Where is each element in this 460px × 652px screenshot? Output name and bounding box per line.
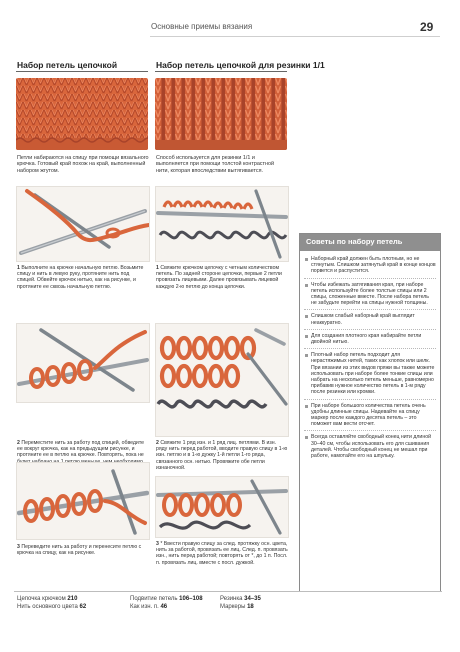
right-step-2-text: Свяжите 1 ряд изн. и 1 ряд лиц. петлями. В изн. ряду нить перед работой, вводите правую спицу в 1-ю изн. петлю и в 1-ю дужку 1-й петли 1-го ряда, связанного осн. нитью. Провяжите обе петли изнаночной.	[156, 440, 288, 471]
footer-ref	[130, 603, 220, 611]
footer-ref-page: 106–108	[179, 596, 203, 602]
left-step-3-text: Переведите нить за работу и перенесите петлю с крючка на спицу, как на рисунке.	[17, 544, 142, 557]
right-intro-text: Способ используется для резинки 1/1 и выполняется при помощи толстой контрастной нити, которая впоследствии вытягивается.	[156, 155, 274, 174]
footer-ref	[220, 603, 300, 611]
footer-col-3	[220, 595, 300, 611]
left-step-2-number: 2	[17, 440, 20, 446]
footer-ref	[17, 595, 127, 603]
left-section-title: Набор петель цепочкой	[17, 60, 118, 70]
tip-item: Для создания плотного края набирайте петли двойной нитью.	[304, 330, 436, 349]
footer-ref-page: 18	[247, 604, 254, 610]
tips-title: Советы по набору петель	[300, 234, 440, 251]
right-section-rule	[155, 71, 287, 72]
left-step-3-number: 3	[17, 544, 20, 550]
left-section-rule	[16, 71, 148, 72]
knit-swatch-left	[16, 78, 148, 150]
tip-item: Наборный край должен быть плотным, но не стянутым. Слишком затянутый край в конце концов порвется и распустится.	[304, 253, 436, 279]
step1-illustration-right	[155, 186, 289, 262]
tip-item: Всегда оставляйте свободный конец нити длиной 30–40 см, чтобы использовать его для сшивания деталей. Чтобы свободный конец не мешал при работе, намотайте его на шпульку.	[304, 431, 436, 462]
left-step-3	[17, 544, 149, 556]
footer-ref-label: Как изн. п.	[130, 604, 159, 610]
footer-ref-label: Подвитие петель	[130, 596, 178, 602]
footer-ref-page: 210	[67, 596, 78, 602]
running-header: Основные приемы вязания	[151, 22, 253, 31]
tip-item: При наборе большого количества петель очень удобны длинные спицы. Надевайте на спицу маркер после каждого десятка петель – это поможет вам вести отсчет.	[304, 400, 436, 432]
footer-ref	[220, 595, 300, 603]
footer-ref	[130, 595, 220, 603]
tip-item: Плотный набор петель подходит для нерастяжимых нитей, таких как хлопок или шелк. При вязании из этих видов пряжи вы также можете использовать при наборе более тонкие спицы или набрать на несколько петель меньше, равномерно прибавив нужное количество петель в 1-м ряду после резинки или кромки.	[304, 349, 436, 399]
footer-ref-page: 46	[160, 604, 168, 610]
step3-illustration-right	[155, 476, 289, 538]
tip-item: Чтобы избежать затягивания края, при наборе петель используйте более толстые спицы или 2 спицы, сложенные вместе. После набора петель не забудьте перейти на спицы нужной толщины.	[304, 279, 436, 311]
footer-ref-label: Цепочка крючком	[17, 596, 66, 602]
step1-illustration-left	[16, 186, 150, 262]
right-step-1-number: 1	[156, 265, 159, 271]
left-intro-text: Петли набираются на спицу при помощи вязального крючка. Готовый край похож на край, выполненный набором жгутом.	[17, 155, 149, 174]
right-step-2	[156, 440, 288, 471]
step2-illustration-right	[155, 323, 289, 437]
right-step-3	[156, 541, 288, 566]
left-step-2-text: Переместите нить за работу под спицей, обведите ее вокруг крючка, как на предыдущем рисунке, и протяните ее в петлю на крючке. Повторять, пока не	[17, 440, 145, 459]
footer-col-1	[17, 595, 127, 611]
header-divider	[150, 36, 440, 37]
knit-swatch-right	[155, 78, 287, 150]
step3-illustration-left	[16, 462, 150, 540]
right-step-1	[156, 265, 288, 290]
footer-ref-label: Маркеры	[220, 604, 246, 610]
right-step-2-number: 2	[156, 440, 159, 446]
right-step-3-number: 3	[156, 541, 159, 547]
footer-ref-label: Нить основного цвета	[17, 604, 78, 610]
tips-box	[299, 233, 441, 592]
footer-col-2	[130, 595, 220, 611]
footer-ref	[17, 603, 127, 611]
right-step-3-text: * Ввести правую спицу за след. протяжку осн. цвета, нить за работой, провязать ее лиц. След. п. провязать изн., нить перед работой; повторять от *, до 1 п. Посл. п. провязать лиц. вместе с посл. дужкой.	[156, 541, 288, 566]
left-step-1-text: Выполните на крючке начальную петлю. Возьмите спицу и нить в левую руку, протяните нить под спицей. Обвейте крючок нитью, как на рисунке, и протяните ее сквозь начальную петлю.	[17, 265, 144, 290]
footer-ref-page: 34–35	[244, 596, 261, 602]
tips-list	[300, 251, 440, 462]
tip-item: Слишком слабый наборный край выглядит неаккуратно.	[304, 310, 436, 329]
footer-ref-label: Резинка	[220, 596, 243, 602]
step2-illustration-left	[16, 323, 150, 403]
page-number: 29	[420, 20, 434, 34]
right-step-1-text: Свяжите крючком цепочку с четным количеством петель. По задней стороне цепочки, первые 2 петли провязать лицевыми. Далее провязывать лицевой каждую 2-ю петлю до конца цепочки.	[156, 265, 282, 290]
footer-ref-page: 62	[79, 604, 87, 610]
left-step-1	[17, 265, 149, 290]
right-section-title: Набор петель цепочкой для резинки 1/1	[156, 60, 325, 70]
left-step-1-number: 1	[17, 265, 20, 271]
footer-divider	[14, 591, 442, 592]
